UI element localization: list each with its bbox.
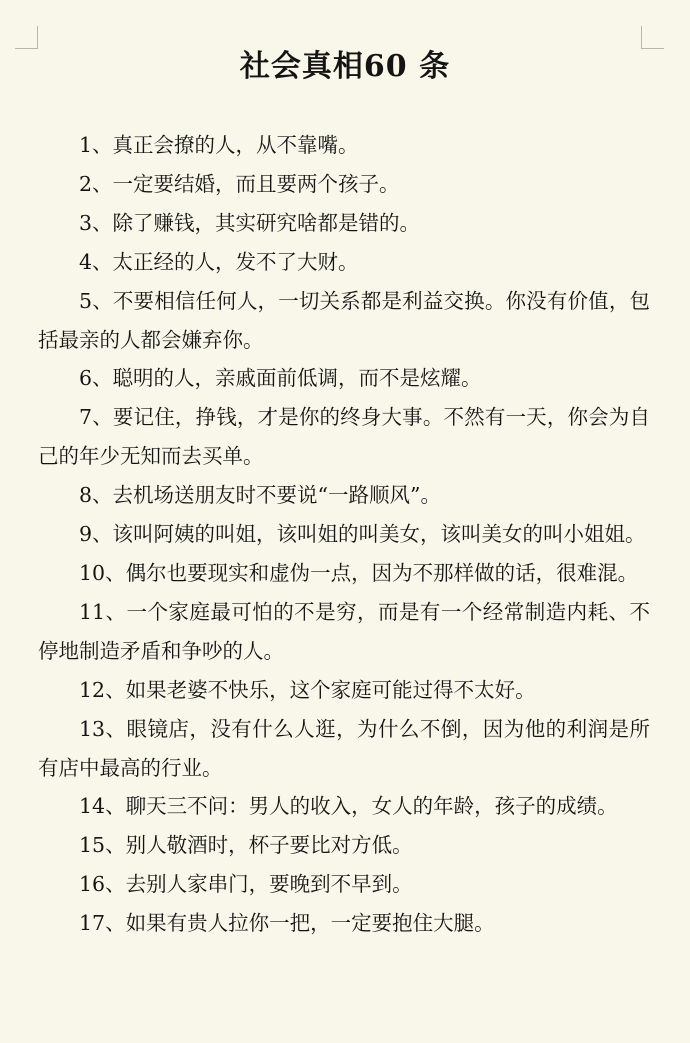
list-item: 3、除了赚钱，其实研究啥都是错的。 bbox=[79, 210, 421, 235]
list-item: 11、一个家庭最可怕的不是穷，而是有一个经常制造内耗、不停地制造矛盾和争吵的人。 bbox=[38, 599, 650, 663]
list-item: 2、一定要结婚，而且要两个孩子。 bbox=[79, 171, 400, 196]
list-item: 7、要记住，挣钱，才是你的终身大事。不然有一天，你会为自己的年少无知而去买单。 bbox=[38, 405, 650, 469]
list-item: 15、别人敬酒时，杯子要比对方低。 bbox=[79, 833, 413, 858]
list-item: 10、偶尔也要现实和虚伪一点，因为不那样做的话，很难混。 bbox=[79, 560, 639, 585]
list-item: 8、去机场送朋友时不要说“一路顺风”。 bbox=[79, 483, 442, 508]
list-item: 5、不要相信任何人，一切关系都是利益交换。你没有价值，包括最亲的人都会嫌弃你。 bbox=[38, 288, 650, 352]
list-item: 1、真正会撩的人，从不靠嘴。 bbox=[79, 133, 359, 157]
truth-list bbox=[38, 126, 650, 943]
list-item: 14、聊天三不问：男人的收入，女人的年龄，孩子的成绩。 bbox=[79, 794, 618, 819]
list-item: 9、该叫阿姨的叫姐，该叫姐的叫美女，该叫美女的叫小姐姐。 bbox=[79, 522, 646, 547]
list-item: 6、聪明的人，亲戚面前低调，而不是炫耀。 bbox=[79, 366, 482, 391]
page-title: 社会真相60 条 bbox=[239, 49, 451, 84]
list-item: 16、去别人家串门，要晚到不早到。 bbox=[79, 872, 413, 897]
list-item: 12、如果老婆不快乐，这个家庭可能过得不太好。 bbox=[79, 677, 536, 702]
list-item: 4、太正经的人，发不了大财。 bbox=[79, 249, 359, 274]
list-item: 17、如果有贵人拉你一把，一定要抱住大腿。 bbox=[79, 911, 495, 936]
list-item: 13、眼镜店，没有什么人逛，为什么不倒，因为他的利润是所有店中最高的行业。 bbox=[38, 716, 650, 780]
